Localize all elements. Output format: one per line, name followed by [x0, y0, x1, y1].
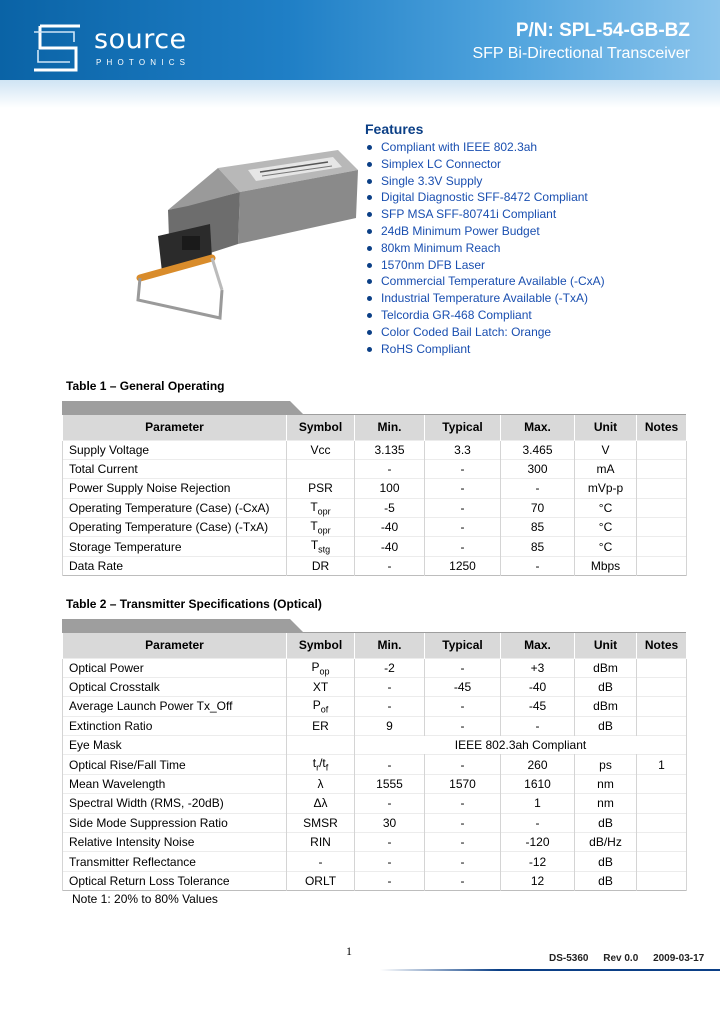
- cell-symbol: SMSR: [287, 813, 355, 832]
- cell-unit: dB: [575, 871, 637, 890]
- header-parameter: Parameter: [63, 415, 287, 440]
- cell-symbol: DR: [287, 556, 355, 575]
- cell-max: -: [501, 716, 575, 735]
- header-notes: Notes: [637, 633, 687, 658]
- header-unit: Unit: [575, 633, 637, 658]
- cell-min: 1555: [355, 774, 425, 793]
- cell-parameter: Side Mode Suppression Ratio: [63, 813, 287, 832]
- feature-text: SFP MSA SFF-80741i Compliant: [381, 207, 557, 222]
- cell-max: +3: [501, 658, 575, 677]
- cell-parameter: Total Current: [63, 459, 287, 478]
- feature-text: Color Coded Bail Latch: Orange: [381, 324, 552, 339]
- cell-max: 1610: [501, 774, 575, 793]
- cell-symbol: [287, 459, 355, 478]
- table-row: [63, 736, 687, 755]
- table-row: [63, 755, 687, 774]
- cell-max: 85: [501, 537, 575, 556]
- feature-item: [365, 189, 705, 206]
- table2-tab-bar: [62, 619, 686, 633]
- cell-min: -: [355, 794, 425, 813]
- feature-text: Industrial Temperature Available (-TxA): [381, 291, 588, 306]
- table-row: [63, 774, 687, 793]
- cell-unit: °C: [575, 537, 637, 556]
- feature-text: RoHS Compliant: [381, 341, 471, 356]
- feature-text: Compliant with IEEE 802.3ah: [381, 140, 538, 154]
- revision: Rev 0.0: [603, 953, 639, 964]
- cell-parameter: Extinction Ratio: [63, 716, 287, 735]
- cell-notes: [637, 852, 687, 871]
- cell-symbol: ER: [287, 716, 355, 735]
- table-row: [63, 833, 687, 852]
- feature-text: Single 3.3V Supply: [381, 173, 483, 188]
- table-row: [63, 677, 687, 696]
- page-number: 1: [346, 944, 352, 958]
- cell-typical: -45: [425, 677, 501, 696]
- cell-notes: [637, 556, 687, 575]
- bullet-icon: [367, 179, 372, 184]
- cell-notes: [637, 697, 687, 716]
- cell-typical: -: [425, 794, 501, 813]
- cell-max: 1: [501, 794, 575, 813]
- cell-max: 85: [501, 518, 575, 537]
- cell-min: -40: [355, 537, 425, 556]
- cell-parameter: Average Launch Power Tx_Off: [63, 697, 287, 716]
- table-row: [63, 697, 687, 716]
- feature-item: [365, 206, 705, 223]
- source-photonics-logo: [30, 22, 230, 74]
- header-parameter: Parameter: [63, 633, 287, 658]
- header-max: Max.: [501, 415, 575, 440]
- cell-typical: -: [425, 697, 501, 716]
- cell-unit: mA: [575, 459, 637, 478]
- table-row: [63, 716, 687, 735]
- table-row: [63, 498, 687, 517]
- cell-notes: [637, 774, 687, 793]
- cell-typical: 3.3: [425, 440, 501, 459]
- cell-typical: -: [425, 813, 501, 832]
- transmitter-optical-table: [62, 633, 687, 891]
- logo-text: source: [94, 24, 187, 55]
- table-row: [63, 537, 687, 556]
- feature-item: [365, 341, 705, 358]
- cell-parameter: Operating Temperature (Case) (-TxA): [63, 518, 287, 537]
- cell-unit: nm: [575, 794, 637, 813]
- cell-notes: [637, 459, 687, 478]
- cell-typical: -: [425, 459, 501, 478]
- cell-parameter: Supply Voltage: [63, 440, 287, 459]
- bullet-icon: [367, 330, 372, 335]
- cell-parameter: Optical Power: [63, 658, 287, 677]
- cell-unit: ps: [575, 755, 637, 774]
- table-row: [63, 479, 687, 498]
- table2-title: Table 2 – Transmitter Specifications (Optical): [66, 597, 322, 611]
- table-row: [63, 518, 687, 537]
- cell-notes: [637, 833, 687, 852]
- header-symbol: Symbol: [287, 633, 355, 658]
- cell-min: 9: [355, 716, 425, 735]
- cell-min: -40: [355, 518, 425, 537]
- cell-typical: -: [425, 716, 501, 735]
- feature-item: [365, 307, 705, 324]
- logo-subtext: PHOTONICS: [96, 58, 191, 67]
- cell-unit: nm: [575, 774, 637, 793]
- feature-item: [365, 156, 705, 173]
- cell-symbol: PSR: [287, 479, 355, 498]
- cell-symbol: Δλ: [287, 794, 355, 813]
- cell-parameter: Operating Temperature (Case) (-CxA): [63, 498, 287, 517]
- cell-notes: [637, 794, 687, 813]
- feature-item: [365, 173, 705, 190]
- cell-unit: dB: [575, 716, 637, 735]
- cell-symbol: $P_{op}$: [287, 658, 355, 677]
- header-fade: [0, 80, 720, 108]
- cell-max: 300: [501, 459, 575, 478]
- cell-typical: -: [425, 658, 501, 677]
- bullet-icon: [367, 263, 372, 268]
- cell-max: -: [501, 556, 575, 575]
- cell-symbol: $T_{opr}$: [287, 498, 355, 517]
- cell-max: -: [501, 479, 575, 498]
- cell-min: -: [355, 697, 425, 716]
- footer-doc-info: [549, 953, 704, 964]
- bullet-icon: [367, 246, 372, 251]
- table-row: [63, 459, 687, 478]
- cell-max: 260: [501, 755, 575, 774]
- feature-text: 1570nm DFB Laser: [381, 257, 486, 272]
- cell-typical: -: [425, 537, 501, 556]
- cell-notes: [637, 498, 687, 517]
- cell-min: -2: [355, 658, 425, 677]
- cell-parameter: Transmitter Reflectance: [63, 852, 287, 871]
- cell-symbol: ORLT: [287, 871, 355, 890]
- cell-notes: [637, 716, 687, 735]
- header-min: Min.: [355, 633, 425, 658]
- table-row: [63, 440, 687, 459]
- cell-typical: -: [425, 498, 501, 517]
- cell-parameter: Power Supply Noise Rejection: [63, 479, 287, 498]
- bullet-icon: [367, 229, 372, 234]
- cell-symbol: RIN: [287, 833, 355, 852]
- cell-max: -45: [501, 697, 575, 716]
- cell-min: -: [355, 871, 425, 890]
- cell-unit: °C: [575, 498, 637, 517]
- header-unit: Unit: [575, 415, 637, 440]
- feature-item: [365, 257, 705, 274]
- cell-symbol: Vcc: [287, 440, 355, 459]
- cell-symbol: $T_{stg}$: [287, 537, 355, 556]
- bullet-icon: [367, 162, 372, 167]
- table-row: [63, 813, 687, 832]
- cell-max: -12: [501, 852, 575, 871]
- cell-symbol: $P_{of}$: [287, 697, 355, 716]
- table-row: [63, 794, 687, 813]
- cell-min: 30: [355, 813, 425, 832]
- header-max: Max.: [501, 633, 575, 658]
- cell-notes: [637, 440, 687, 459]
- cell-typical: 1570: [425, 774, 501, 793]
- cell-max: 12: [501, 871, 575, 890]
- cell-notes: [637, 537, 687, 556]
- header-notes: Notes: [637, 415, 687, 440]
- table2-note: Note 1: 20% to 80% Values: [72, 892, 218, 906]
- feature-text: 80km Minimum Reach: [381, 240, 501, 255]
- table-row: [63, 556, 687, 575]
- features-list: [365, 139, 705, 357]
- table-row: [63, 852, 687, 871]
- cell-parameter: Optical Rise/Fall Time: [63, 755, 287, 774]
- cell-parameter: Relative Intensity Noise: [63, 833, 287, 852]
- cell-typical: -: [425, 871, 501, 890]
- feature-item: [365, 273, 705, 290]
- doc-id: DS-5360: [549, 953, 589, 964]
- cell-notes: [637, 677, 687, 696]
- cell-parameter: Mean Wavelength: [63, 774, 287, 793]
- bullet-icon: [367, 313, 372, 318]
- logo-mark-icon: [30, 22, 86, 74]
- feature-text: Telcordia GR-468 Compliant: [381, 307, 532, 322]
- cell-notes: [637, 658, 687, 677]
- bullet-icon: [367, 347, 372, 352]
- cell-unit: Mbps: [575, 556, 637, 575]
- feature-item: [365, 139, 705, 156]
- cell-parameter: Optical Crosstalk: [63, 677, 287, 696]
- table-row: [63, 658, 687, 677]
- table1-tab-bar: [62, 401, 686, 415]
- feature-item: [365, 324, 705, 341]
- cell-typical: -: [425, 852, 501, 871]
- doc-date: 2009-03-17: [653, 953, 705, 964]
- cell-parameter: Eye Mask: [63, 736, 287, 755]
- cell-parameter: Storage Temperature: [63, 537, 287, 556]
- part-number: P/N: SPL-54-GB-BZ: [515, 20, 690, 41]
- cell-unit: dB: [575, 852, 637, 871]
- cell-symbol: -: [287, 852, 355, 871]
- feature-text: Simplex LC Connector: [381, 156, 502, 171]
- footer-rule: [380, 969, 720, 971]
- cell-unit: mVp-p: [575, 479, 637, 498]
- product-subtitle: SFP Bi-Directional Transceiver: [472, 45, 690, 62]
- cell-min: -: [355, 833, 425, 852]
- bullet-icon: [367, 212, 372, 217]
- features-section: [365, 121, 705, 357]
- header-typical: Typical: [425, 633, 501, 658]
- feature-text: Digital Diagnostic SFF-8472 Compliant: [381, 190, 588, 205]
- header-symbol: Symbol: [287, 415, 355, 440]
- cell-notes: [637, 518, 687, 537]
- cell-symbol: λ: [287, 774, 355, 793]
- cell-unit: dB/Hz: [575, 833, 637, 852]
- header-banner: [0, 0, 720, 80]
- cell-max: -120: [501, 833, 575, 852]
- transceiver-product-image: [128, 140, 358, 330]
- table1-title: Table 1 – General Operating: [66, 379, 225, 393]
- feature-text: 24dB Minimum Power Budget: [381, 223, 540, 238]
- feature-item: [365, 290, 705, 307]
- feature-item: [365, 240, 705, 257]
- cell-unit: °C: [575, 518, 637, 537]
- cell-unit: V: [575, 440, 637, 459]
- cell-unit: dBm: [575, 658, 637, 677]
- cell-min: -5: [355, 498, 425, 517]
- cell-min: 3.135: [355, 440, 425, 459]
- cell-typical: -: [425, 755, 501, 774]
- feature-item: [365, 223, 705, 240]
- general-operating-table: [62, 415, 687, 576]
- cell-typical: -: [425, 518, 501, 537]
- cell-parameter: Optical Return Loss Tolerance: [63, 871, 287, 890]
- bullet-icon: [367, 279, 372, 284]
- cell-typical: 1250: [425, 556, 501, 575]
- header-typical: Typical: [425, 415, 501, 440]
- cell-max: 70: [501, 498, 575, 517]
- cell-typical: -: [425, 479, 501, 498]
- cell-max: 3.465: [501, 440, 575, 459]
- cell-min: -: [355, 677, 425, 696]
- cell-parameter: Spectral Width (RMS, -20dB): [63, 794, 287, 813]
- cell-notes: [637, 813, 687, 832]
- features-title: Features: [365, 121, 424, 137]
- bullet-icon: [367, 296, 372, 301]
- bullet-icon: [367, 145, 372, 150]
- cell-max: -40: [501, 677, 575, 696]
- bullet-icon: [367, 195, 372, 200]
- cell-notes: [637, 479, 687, 498]
- cell-symbol: [287, 736, 355, 755]
- cell-min: -: [355, 556, 425, 575]
- table-row: [63, 871, 687, 890]
- cell-unit: dBm: [575, 697, 637, 716]
- cell-unit: dB: [575, 677, 637, 696]
- cell-min: -: [355, 852, 425, 871]
- cell-merged-value: IEEE 802.3ah Compliant: [355, 736, 687, 755]
- cell-max: -: [501, 813, 575, 832]
- cell-parameter: Data Rate: [63, 556, 287, 575]
- cell-notes: 1: [637, 755, 687, 774]
- feature-text: Commercial Temperature Available (-CxA): [381, 274, 605, 289]
- cell-symbol: $T_{opr}$: [287, 518, 355, 537]
- cell-symbol: $t_r/t_f$: [287, 755, 355, 774]
- cell-unit: dB: [575, 813, 637, 832]
- cell-typical: -: [425, 833, 501, 852]
- cell-symbol: XT: [287, 677, 355, 696]
- cell-min: -: [355, 755, 425, 774]
- cell-notes: [637, 871, 687, 890]
- cell-min: 100: [355, 479, 425, 498]
- cell-min: -: [355, 459, 425, 478]
- header-min: Min.: [355, 415, 425, 440]
